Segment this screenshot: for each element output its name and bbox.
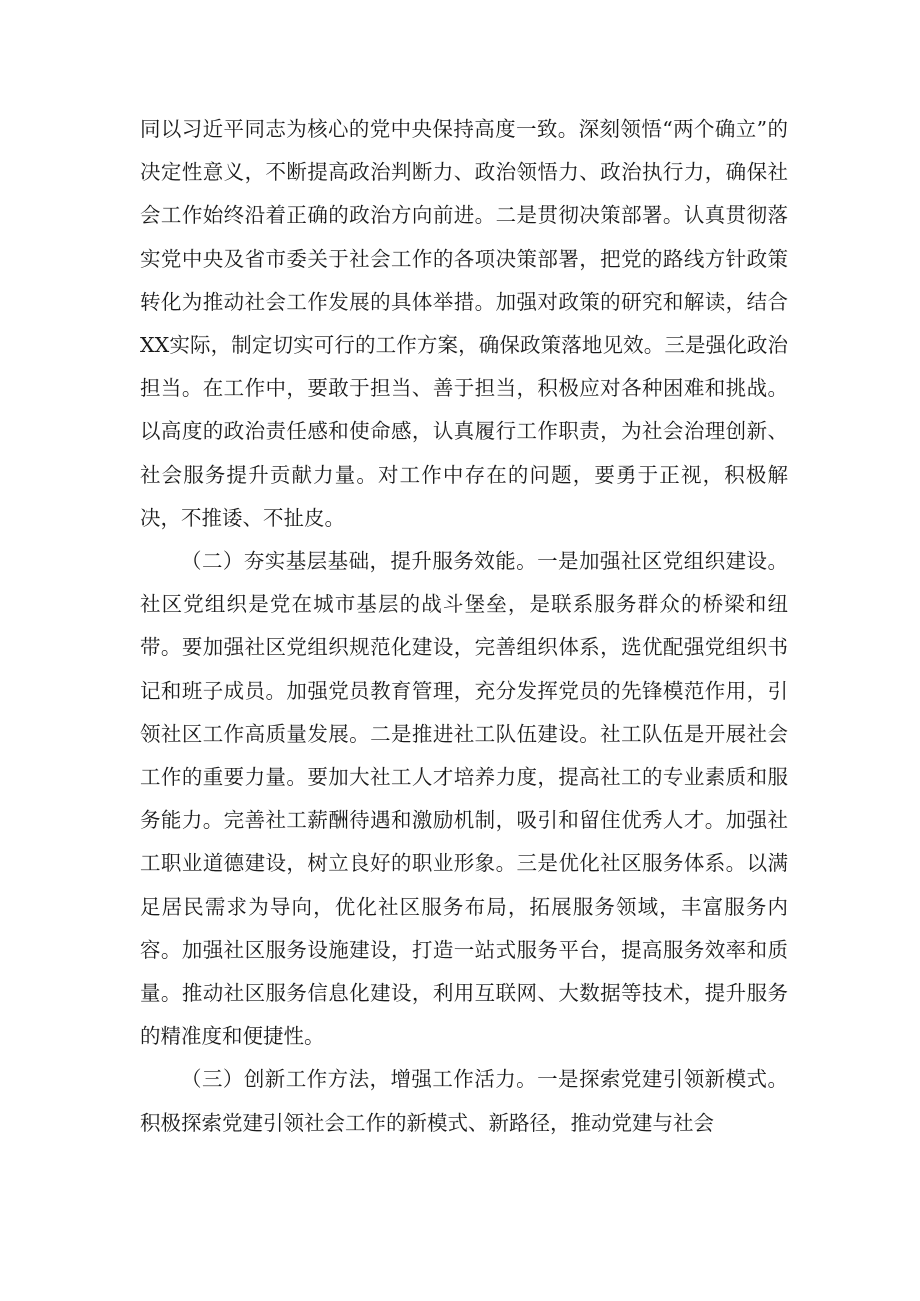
document-body <box>140 108 788 1145</box>
paragraph-2: （二）夯实基层基础，提升服务效能。一是加强社区党组织建设。社区党组织是党在城市基层的战斗堡垒，是联系服务群众的桥梁和纽带。要加强社区党组织规范化建设，完善组织体系，选优配强党组织书记和班子成员。加强党员教育管理，充分发挥党员的先锋模范作用，引领社区工作高质量发展。二是推进社工队伍建设。社工队伍是开展社会工作的重要力量。要加大社工人才培养力度，提高社工的专业素质和服务能力。完善社工薪酬待遇和激励机制，吸引和留住优秀人才。加强社工职业道德建设，树立良好的职业形象。三是优化社区服务体系。以满足居民需求为导向，优化社区服务布局，拓展服务领域，丰富服务内容。加强社区服务设施建设，打造一站式服务平台，提高服务效率和质量。推动社区服务信息化建设，利用互联网、大数据等技术，提升服务的精准度和便捷性。 <box>140 549 788 1049</box>
paragraph-1: 同以习近平同志为核心的党中央保持高度一致。深刻领悟“两个确立”的决定性意义，不断提高政治判断力、政治领悟力、政治执行力，确保社会工作始终沿着正确的政治方向前进。二是贯彻决策部署。认真贯彻落实党中央及省市委关于社会工作的各项决策部署，把党的路线方针政策转化为推动社会工作发展的具体举措。加强对政策的研究和解读，结合XX实际，制定切实可行的工作方案，确保政策落地见效。三是强化政治担当。在工作中，要敢于担当、善于担当，积极应对各种困难和挑战。以高度的政治责任感和使命感，认真履行工作职责，为社会治理创新、社会服务提升贡献力量。对工作中存在的问题，要勇于正视，积极解决，不推诿、不扯皮。 <box>140 117 788 530</box>
paragraph-3: （三）创新工作方法，增强工作活力。一是探索党建引领新模式。积极探索党建引领社会工作的新模式、新路径，推动党建与社会 <box>140 1067 788 1135</box>
